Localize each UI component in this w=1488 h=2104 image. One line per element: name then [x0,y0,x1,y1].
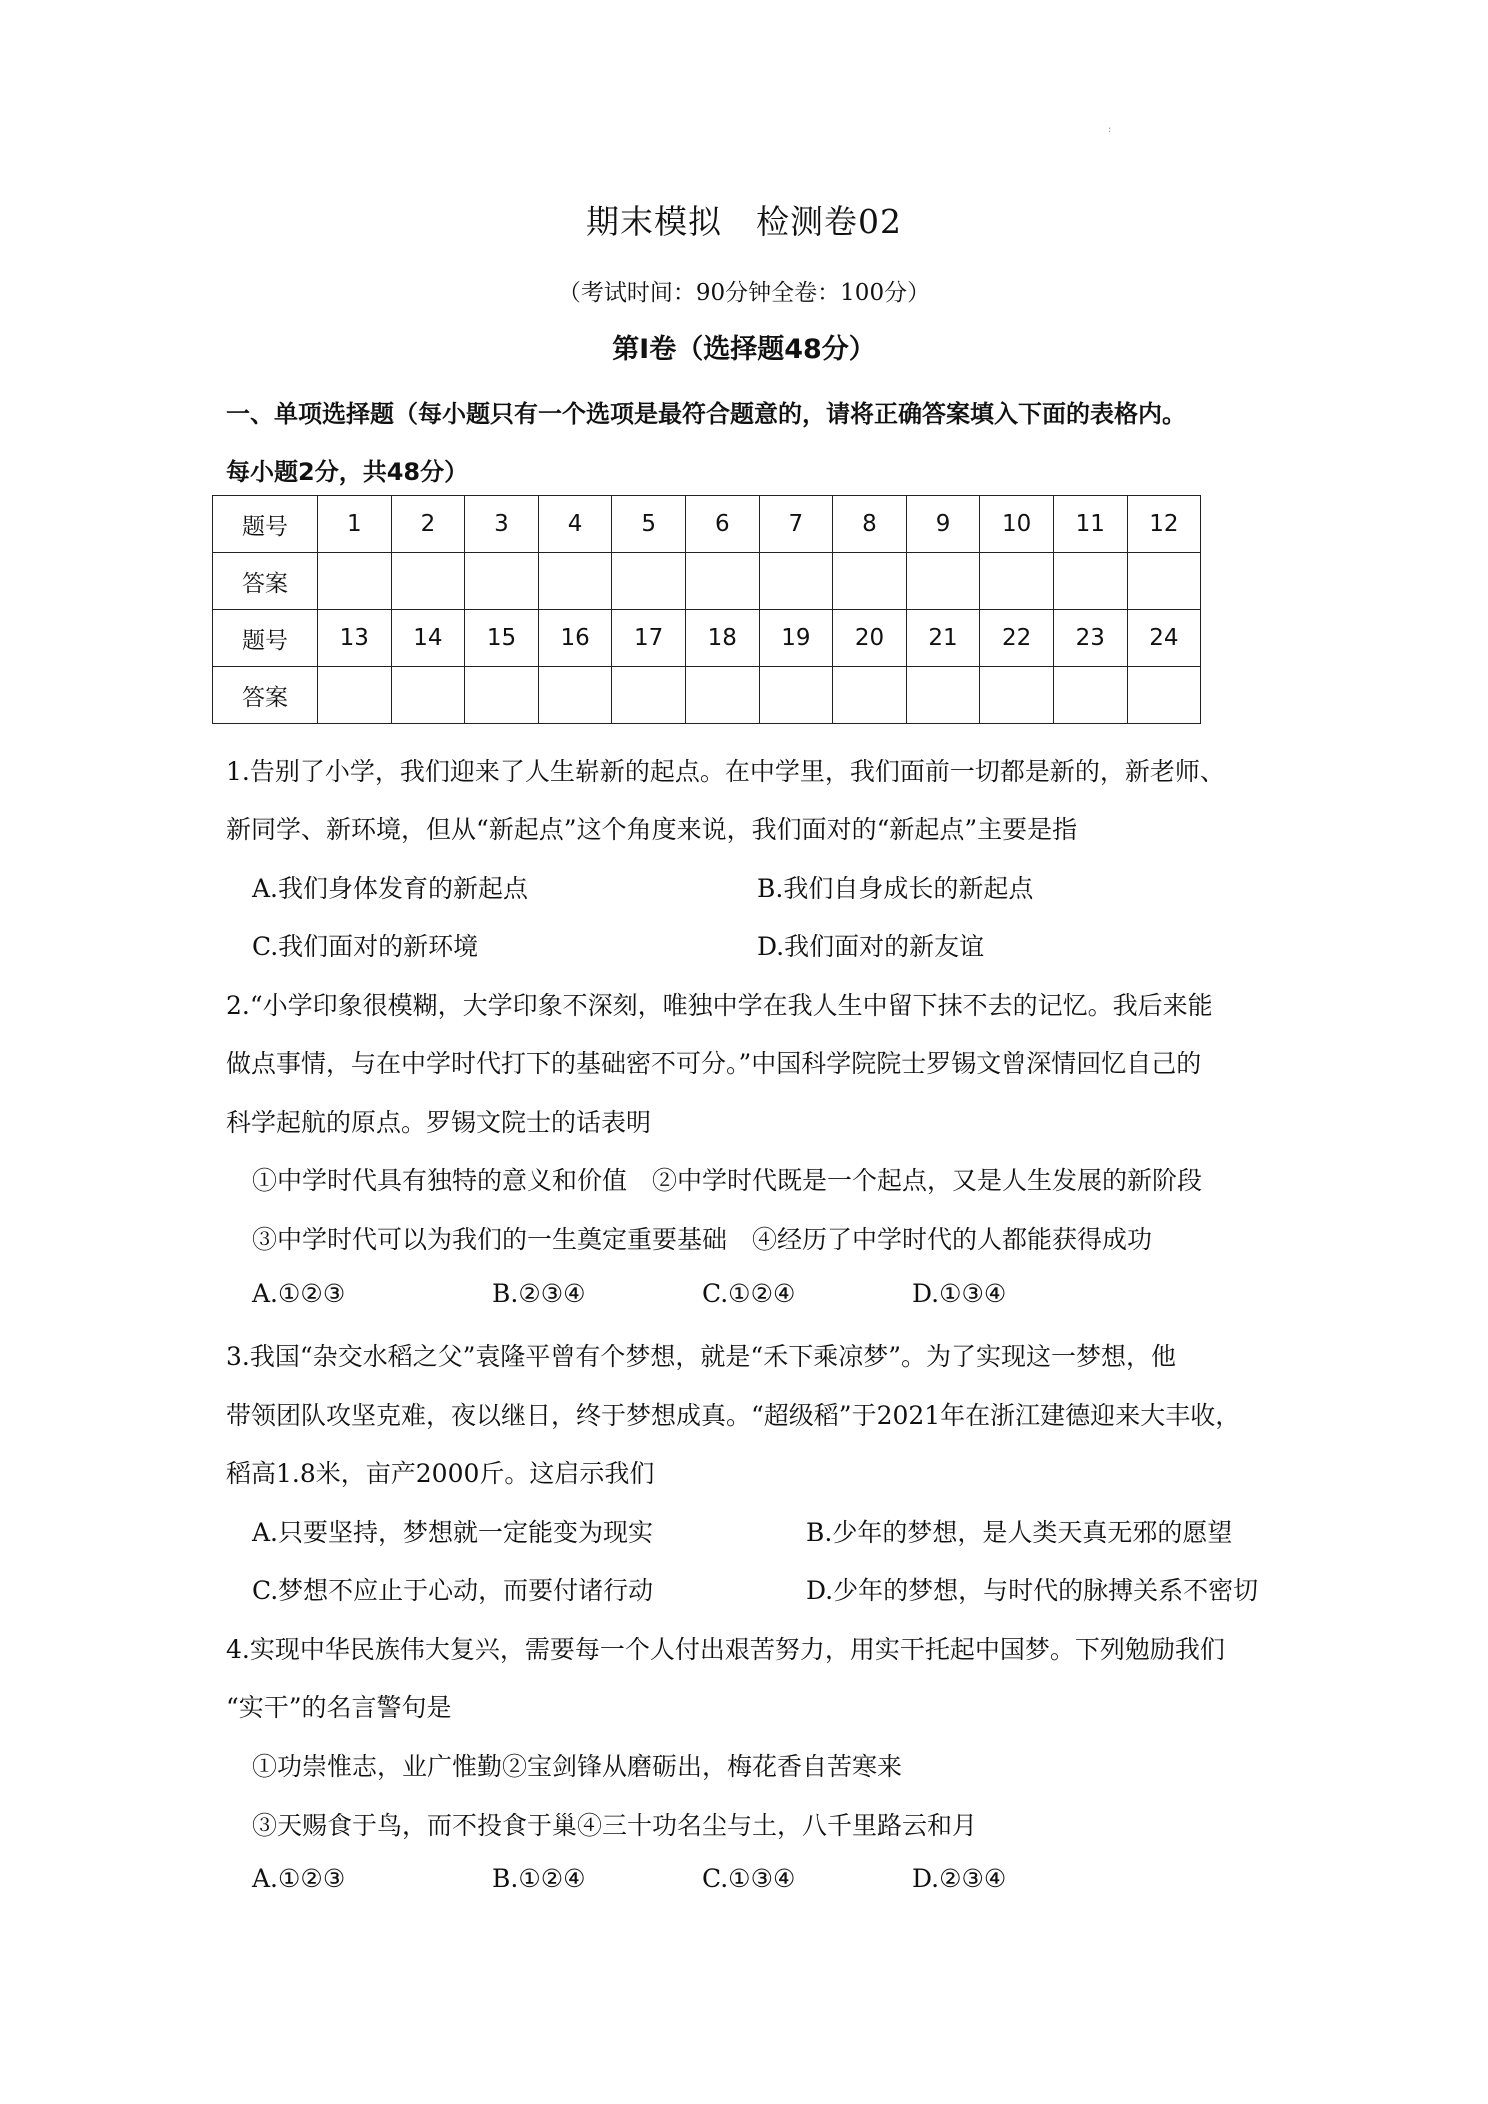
answer-cell[interactable] [465,553,539,610]
question-number-cell: 14 [391,610,465,667]
question-number-cell: 18 [685,610,759,667]
question-number-cell: 11 [1053,496,1127,553]
answer-cell[interactable] [612,667,686,724]
question-3-stem-line-3: 稻高1.8米，亩产2000斤。这启示我们 [226,1459,655,1488]
question-number-cell: 4 [538,496,612,553]
question-2-option-a[interactable]: A.①②③ [252,1279,346,1308]
question-number-header: 题号 [213,610,318,667]
question-4-stem-line-1: 4.实现中华民族伟大复兴，需要每一个人付出艰苦努力，用实干托起中国梦。下列勉励我们 [226,1635,1225,1664]
answer-cell[interactable] [685,667,759,724]
corner-mark: : [1108,124,1112,135]
answer-cell[interactable] [685,553,759,610]
question-1-option-a[interactable]: A.我们身体发育的新起点 [252,874,529,903]
section-title: 第Ⅰ卷（选择题48分） [612,334,876,365]
answer-cell[interactable] [1127,553,1201,610]
answer-cell[interactable] [391,553,465,610]
question-4-statements-line-2: ③天赐食于鸟，而不投食于巢④三十功名尘与土，八千里路云和月 [252,1811,978,1840]
question-number-cell: 12 [1127,496,1201,553]
question-1-option-d[interactable]: D.我们面对的新友谊 [757,932,985,961]
answer-cell[interactable] [980,667,1054,724]
question-4-stem-line-2: “实干”的名言警句是 [226,1693,452,1722]
question-1-option-b[interactable]: B.我们自身成长的新起点 [757,874,1034,903]
question-number-cell: 8 [833,496,907,553]
question-number-cell: 3 [465,496,539,553]
question-1-option-c[interactable]: C.我们面对的新环境 [252,932,479,961]
question-1-stem-line-1: 1.告别了小学，我们迎来了人生崭新的起点。在中学里，我们面前一切都是新的，新老师、 [226,757,1225,786]
answer-header: 答案 [213,667,318,724]
question-2-statements-line-1: ①中学时代具有独特的意义和价值 ②中学时代既是一个起点，又是人生发展的新阶段 [252,1166,1203,1195]
answer-cell[interactable] [465,667,539,724]
answer-cell[interactable] [538,667,612,724]
question-3-option-d[interactable]: D.少年的梦想，与时代的脉搏关系不密切 [806,1576,1259,1605]
question-number-cell: 20 [833,610,907,667]
question-number-cell: 1 [318,496,392,553]
question-number-cell: 2 [391,496,465,553]
question-number-cell: 5 [612,496,686,553]
question-number-cell: 13 [318,610,392,667]
answer-cell[interactable] [1127,667,1201,724]
question-number-cell: 24 [1127,610,1201,667]
question-3-option-a[interactable]: A.只要坚持，梦想就一定能变为现实 [252,1518,654,1547]
question-number-cell: 23 [1053,610,1127,667]
instructions-line-1: 一、单项选择题（每小题只有一个选项是最符合题意的，请将正确答案填入下面的表格内。 [226,400,1186,428]
table-row [213,610,1201,667]
answer-cell[interactable] [759,667,833,724]
answer-cell[interactable] [980,553,1054,610]
question-2-stem-line-3: 科学起航的原点。罗锡文院士的话表明 [226,1108,652,1137]
question-3-stem-line-1: 3.我国“杂交水稻之父”袁隆平曾有个梦想，就是“禾下乘凉梦”。为了实现这一梦想，他 [226,1342,1176,1371]
answer-cell[interactable] [1053,553,1127,610]
table-row [213,553,1201,610]
question-number-cell: 19 [759,610,833,667]
question-4-statements-line-1: ①功崇惟志，业广惟勤②宝剑锋从磨砺出，梅花香自苦寒来 [252,1752,903,1781]
answer-header: 答案 [213,553,318,610]
question-2-option-d[interactable]: D.①③④ [912,1279,1007,1308]
answer-table [212,495,1201,724]
exam-info: （考试时间：90分钟全卷：100分） [557,280,931,306]
question-number-cell: 17 [612,610,686,667]
question-number-cell: 22 [980,610,1054,667]
question-number-cell: 21 [906,610,980,667]
question-2-stem-line-2: 做点事情，与在中学时代打下的基础密不可分。”中国科学院院士罗锡文曾深情回忆自己的 [226,1049,1202,1078]
question-number-cell: 9 [906,496,980,553]
answer-cell[interactable] [318,553,392,610]
table-row [213,667,1201,724]
answer-cell[interactable] [759,553,833,610]
question-2-option-c[interactable]: C.①②④ [702,1279,796,1308]
question-number-cell: 15 [465,610,539,667]
question-2-stem-line-1: 2.“小学印象很模糊，大学印象不深刻，唯独中学在我人生中留下抹不去的记忆。我后来能 [226,991,1213,1020]
answer-cell[interactable] [906,667,980,724]
answer-cell[interactable] [318,667,392,724]
document-title: 期末模拟 检测卷02 [586,202,902,241]
question-number-cell: 7 [759,496,833,553]
question-3-option-c[interactable]: C.梦想不应止于心动，而要付诸行动 [252,1576,654,1605]
question-1-stem-line-2: 新同学、新环境，但从“新起点”这个角度来说，我们面对的“新起点”主要是指 [226,815,1078,844]
table-row [213,496,1201,553]
question-4-option-c[interactable]: C.①③④ [702,1864,796,1893]
question-4-option-d[interactable]: D.②③④ [912,1864,1007,1893]
question-number-cell: 6 [685,496,759,553]
question-number-cell: 16 [538,610,612,667]
answer-cell[interactable] [906,553,980,610]
question-number-header: 题号 [213,496,318,553]
answer-cell[interactable] [833,553,907,610]
question-2-option-b[interactable]: B.②③④ [492,1279,586,1308]
answer-cell[interactable] [612,553,686,610]
question-2-statements-line-2: ③中学时代可以为我们的一生奠定重要基础 ④经历了中学时代的人都能获得成功 [252,1225,1153,1254]
question-number-cell: 10 [980,496,1054,553]
question-4-option-b[interactable]: B.①②④ [492,1864,586,1893]
question-3-stem-line-2: 带领团队攻坚克难，夜以继日，终于梦想成真。“超级稻”于2021年在浙江建德迎来大丰收， [226,1401,1241,1430]
answer-cell[interactable] [538,553,612,610]
answer-cell[interactable] [833,667,907,724]
instructions-line-2: 每小题2分，共48分） [226,458,469,486]
answer-cell[interactable] [1053,667,1127,724]
question-3-option-b[interactable]: B.少年的梦想，是人类天真无邪的愿望 [806,1518,1233,1547]
answer-cell[interactable] [391,667,465,724]
question-4-option-a[interactable]: A.①②③ [252,1864,346,1893]
